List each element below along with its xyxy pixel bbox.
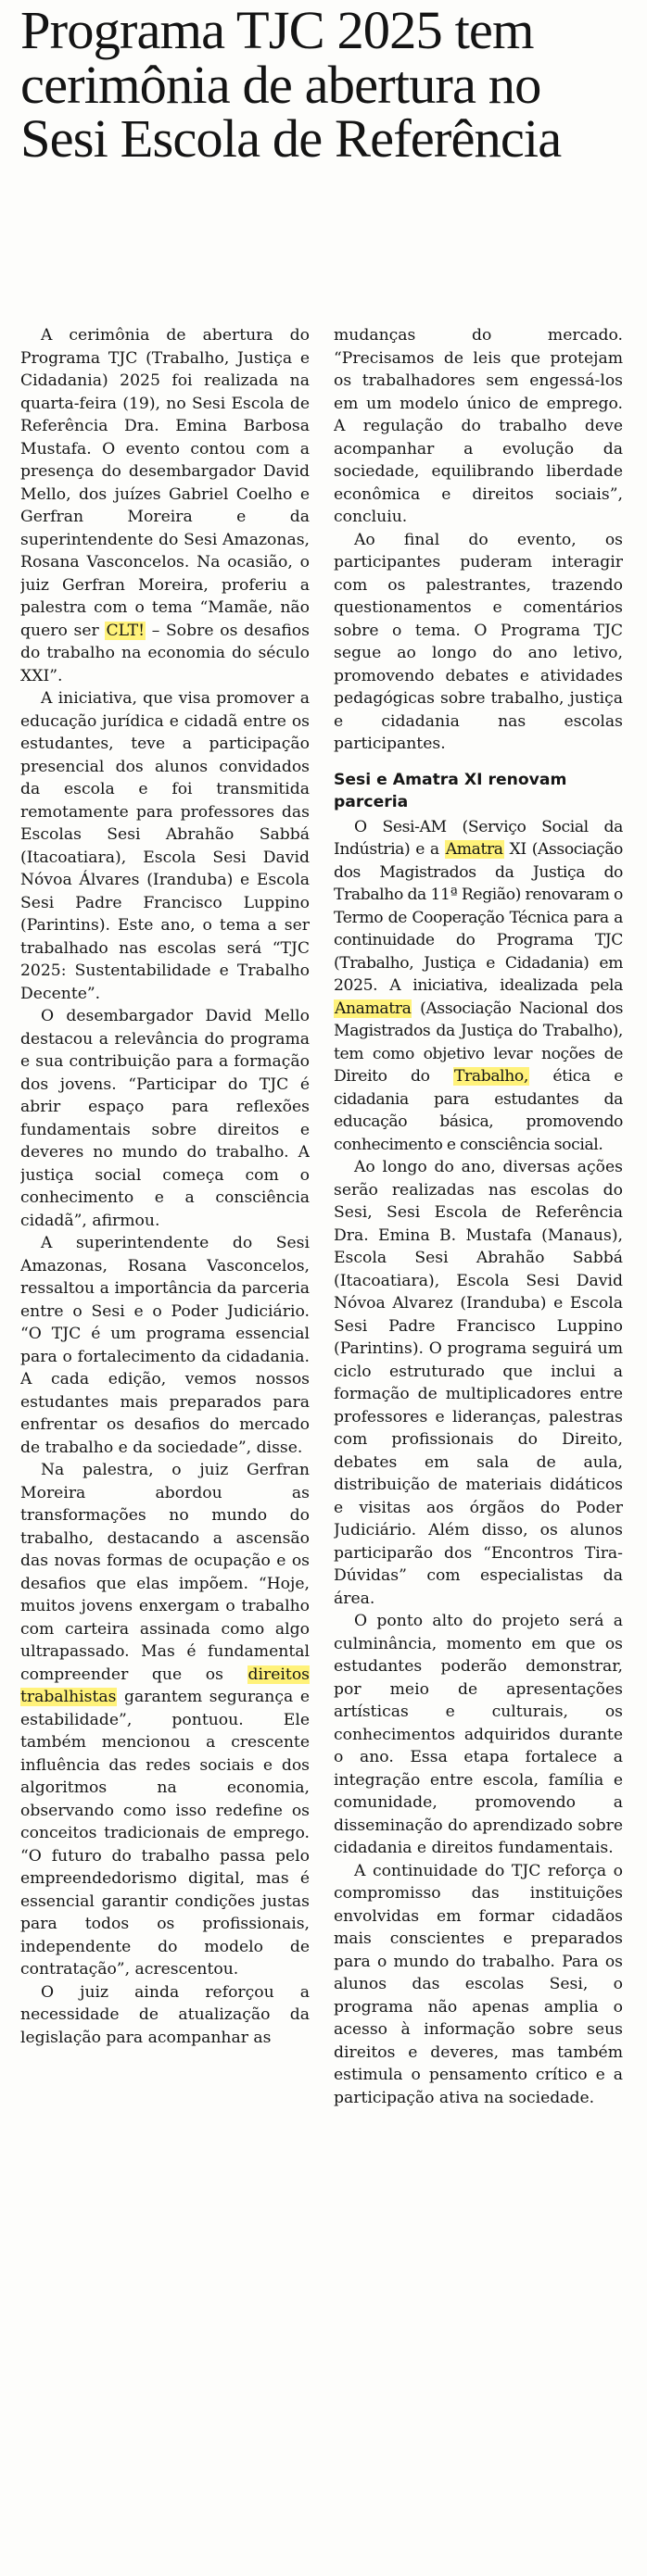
paragraph: [20, 1459, 310, 1981]
headline: Programa TJC 2025 tem cerimônia de abertura no Sesi Escola de Referência: [20, 0, 562, 169]
subheading: Sesi e Amatra XI renovam parceria: [334, 770, 567, 811]
paragraph: A superintendente do Sesi Amazonas, Rosana Vasconcelos, ressaltou a importância da parceria entre o Sesi e o Poder Judiciário. “O TJC é um programa essencial para o fortalecimento da cidadania. A cada edição, vemos nossos estudantes mais preparados para enfrentar os desafios do mercado de trabalho e da sociedade”, disse.: [20, 1234, 310, 1457]
paragraph-text: Na palestra, o juiz Gerfran Moreira abordou as transformações no mundo do trabalho, destacando a ascensão das novas formas de ocupação e os desafios que elas impõem. “Hoje, muitos jovens enxergam o trabalho com carteira assinada como algo ultrapassado. Mas é fundamental compreender que os: [20, 1461, 310, 1684]
paragraph: A iniciativa, que visa promover a educação jurídica e cidadã entre os estudantes, teve a participação presencial dos alunos convidados da escola e foi transmitida remotamente para professores das Escolas Sesi Abrahão Sabbá (Itacoatiara), Escola Sesi David Nóvoa Álvares (Iranduba) e Escola Sesi Padre Francisco Luppino (Parintins). Este ano, o tema a ser trabalhado nas escolas será “TJC 2025: Sustentabilidade e Trabalho Decente”.: [20, 689, 310, 1003]
paragraph: O juiz ainda reforçou a necessidade de atualização da legislação para acompanhar as: [20, 1982, 310, 2047]
article-body: [20, 324, 627, 2566]
paragraph: [334, 816, 623, 1157]
highlighted-term: Trabalho,: [453, 1067, 528, 1086]
highlighted-term: direitos trabalhistas: [20, 1665, 310, 1706]
paragraph-text: ética e cidadania para estudantes da educação básica, promovendo conhecimento e consciência social.: [334, 1067, 623, 1154]
left-column: [20, 324, 310, 2566]
paragraph-text: XI (Associação dos Magistrados da Justiça do Trabalho da 11ª Região) renovaram o Termo de Cooperação Técnica para a continuidade do Programa TJC (Trabalho, Justiça e Cidadania) em 2025. A iniciativa, idealizada pela: [334, 840, 623, 995]
paragraph-text: – Sobre os desafios do trabalho na economia do século XXI”.: [20, 621, 310, 685]
paragraph: Ao final do evento, os participantes puderam interagir com os palestrantes, trazendo questionamentos e comentários sobre o tema. O Programa TJC segue ao longo do ano letivo, promovendo debates e atividades pedagógicas sobre trabalho, justiça e cidadania nas escolas participantes.: [334, 530, 623, 753]
paragraph: O ponto alto do projeto será a culminância, momento em que os estudantes poderão demonstrar, por meio de apresentações artísticas e culturais, os conhecimentos adquiridos durante o ano. Essa etapa fortalece a integração entre escola, família e comunidade, promovendo a disseminação do aprendizado sobre cidadania e direitos fundamentais.: [334, 1612, 623, 1857]
right-column: [334, 324, 623, 2566]
paragraph-text: A cerimônia de abertura do Programa TJC (Trabalho, Justiça e Cidadania) 2025 foi realizada na quarta-feira (19), no Sesi Escola de Referência Dra. Emina Barbosa Mustafa. O evento contou com a presença do desembargador David Mello, dos juízes Gabriel Coelho e Gerfran Moreira e da superintendente do Sesi Amazonas, Rosana Vasconcelos. Na ocasião, o juiz Gerfran Moreira, proferiu a palestra com o tema “Mamãe, não quero ser: [20, 326, 310, 640]
paragraph-text: (Associação Nacional dos Magistrados da Justiça do Trabalho), tem como objetivo levar noções de Direito do: [334, 999, 623, 1086]
paragraph: Ao longo do ano, diversas ações serão realizadas nas escolas do Sesi, Sesi Escola de Referência Dra. Emina B. Mustafa (Manaus), Escola Sesi Abrahão Sabbá (Itacoatiara), Escola Sesi David Nóvoa Alvarez (Iranduba) e Escola Sesi Padre Francisco Luppino (Parintins). O programa seguirá um ciclo estruturado que inclui a formação de multiplicadores entre professores e lideranças, palestras com profissionais do Direito, debates em sala de aula, distribuição de materiais didáticos e visitas aos órgãos do Poder Judiciário. Além disso, os alunos participarão dos “Encontros Tira-Dúvidas” com especialistas da área.: [334, 1158, 623, 1608]
paragraph: O desembargador David Mello destacou a relevância do programa e sua contribuição para a formação dos jovens. “Participar do TJC é abrir espaço para reflexões fundamentais sobre direitos e deveres no mundo do trabalho. A justiça social começa com o conhecimento e a consciência cidadã”, afirmou.: [20, 1007, 310, 1230]
paragraph: [20, 324, 310, 687]
paragraph: mudanças do mercado. “Precisamos de leis que protejam os trabalhadores sem engessá-los em um modelo único de emprego. A regulação do trabalho deve acompanhar a evolução da sociedade, equilibrando liberdade econômica e direitos sociais”, concluiu.: [334, 326, 623, 526]
paragraph-text: O Sesi-AM (Serviço Social da Indústria) e a: [334, 817, 623, 859]
highlighted-term: CLT!: [106, 621, 145, 640]
highlighted-term: Amatra: [445, 840, 503, 859]
highlighted-term: Anamatra: [335, 999, 412, 1018]
paragraph-text: garantem segurança e estabilidade”, pontuou. Ele também mencionou a crescente influência das redes sociais e dos algoritmos na economia, observando como isso redefine os conceitos tradicionais de emprego. “O futuro do trabalho passa pelo empreendedorismo digital, mas é essencial garantir condições justas para todos os profissionais, independente do modelo de contratação”, acrescentou.: [20, 1688, 310, 1979]
paragraph: A continuidade do TJC reforça o compromisso das instituições envolvidas em formar cidadãos mais conscientes e preparados para o mundo do trabalho. Para os alunos das escolas Sesi, o programa não apenas amplia o acesso à informação sobre seus direitos e deveres, mas também estimula o pensamento crítico e a participação ativa na sociedade.: [334, 1861, 623, 2107]
